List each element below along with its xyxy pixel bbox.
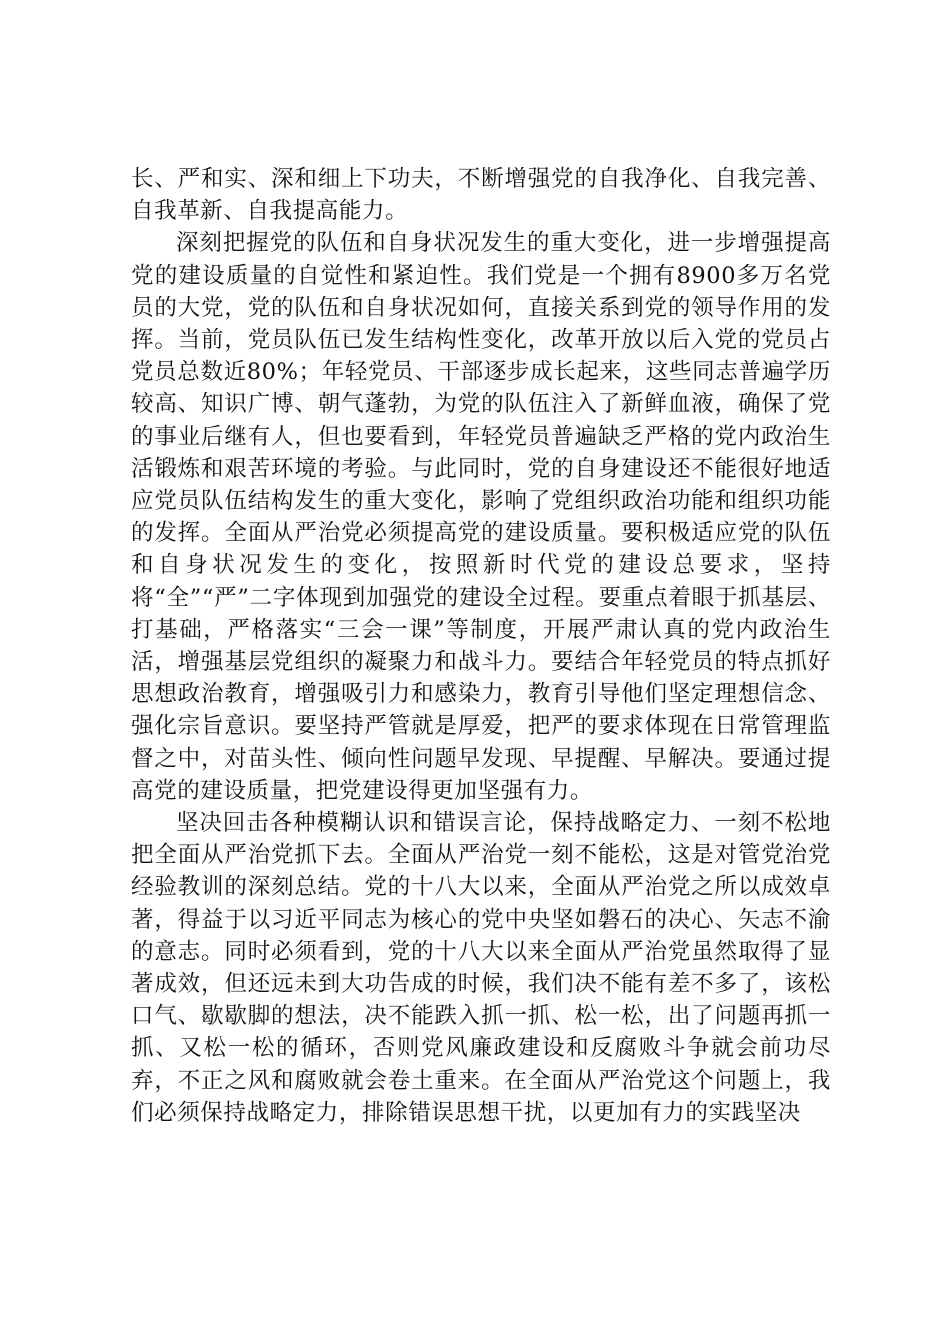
document-body <box>131 163 831 1129</box>
paragraph-strategic-resolve: 坚决回击各种模糊认识和错误言论，保持战略定力、一刻不松地把全面从严治党抓下去。全面从严治党一刻不能松，这是对管党治党经验教训的深刻总结。党的十八大以来，全面从严治党之所以成效卓著，得益于以习近平同志为核心的党中央坚如磐石的决心、矢志不渝的意志。同时必须看到，党的十八大以来全面从严治党虽然取得了显著成效，但还远未到大功告成的时候，我们决不能有差不多了，该松口气、歇歇脚的想法，决不能跌入抓一抓、松一松，出了问题再抓一抓、又松一松的循环，否则党风廉政建设和反腐败斗争就会前功尽弃，不正之风和腐败就会卷土重来。在全面从严治党这个问题上，我们必须保持战略定力，排除错误思想干扰，以更加有力的实践坚决 <box>131 810 831 1126</box>
paragraph-continuation: 长、严和实、深和细上下功夫，不断增强党的自我净化、自我完善、自我革新、自我提高能力。 <box>131 166 831 225</box>
paragraph-team-changes: 深刻把握党的队伍和自身状况发生的重大变化，进一步增强提高党的建设质量的自觉性和紧迫性。我们党是一个拥有8900多万名党员的大党，党的队伍和自身状况如何，直接关系到党的领导作用的发挥。当前，党员队伍已发生结构性变化，改革开放以后入党的党员占党员总数近80%；年轻党员、干部逐步成长起来，这些同志普遍学历较高、知识广博、朝气蓬勃，为党的队伍注入了新鲜血液，确保了党的事业后继有人，但也要看到，年轻党员普遍缺乏严格的党内政治生活锻炼和艰苦环境的考验。与此同时，党的自身建设还不能很好地适应党员队伍结构发生的重大变化，影响了党组织政治功能和组织功能的发挥。全面从严治党必须提高党的建设质量。要积极适应党的队伍和自身状况发生的变化，按照新时代党的建设总要求，坚持将“全”“严”二字体现到加强党的建设全过程。要重点着眼于抓基层、打基础，严格落实“三会一课”等制度，开展严肃认真的党内政治生活，增强基层党组织的凝聚力和战斗力。要结合年轻党员的特点抓好思想政治教育，增强吸引力和感染力，教育引导他们坚定理想信念、强化宗旨意识。要坚持严管就是厚爱，把严的要求体现在日常管理监督之中，对苗头性、倾向性问题早发现、早提醒、早解决。要通过提高党的建设质量，把党建设得更加坚强有力。 <box>131 230 831 804</box>
